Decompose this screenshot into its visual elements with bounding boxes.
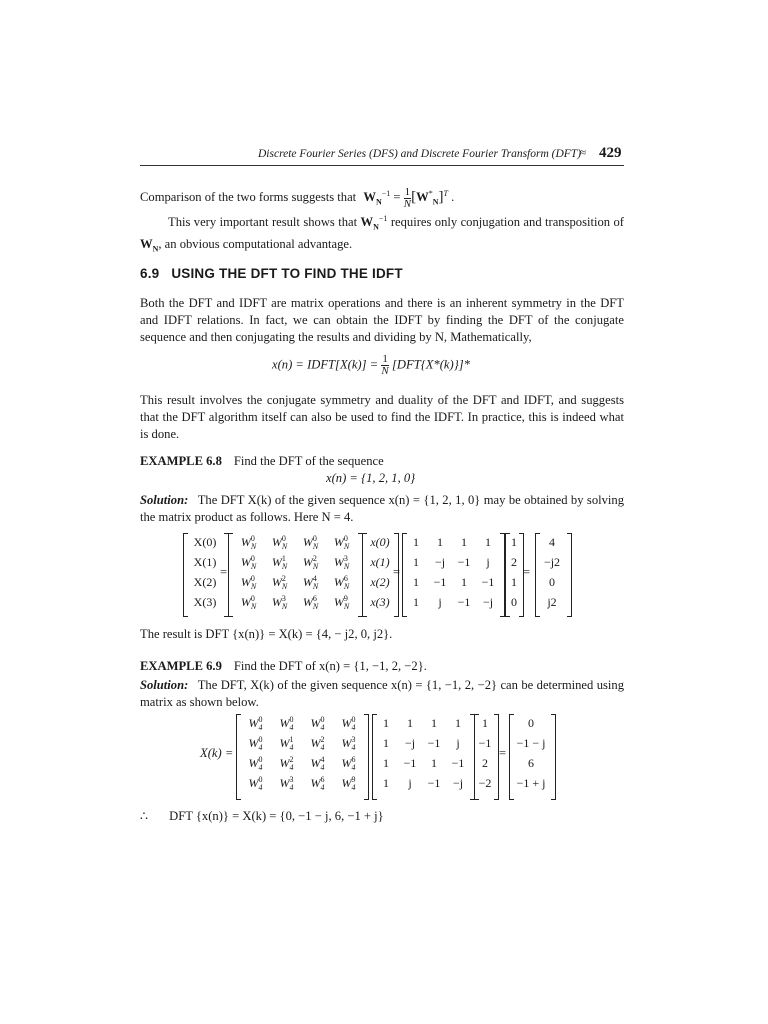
example-6-8-x-cell-2: x(2) [370, 575, 390, 589]
example-6-8-sequence: x(n) = {1, 2, 1, 0} [326, 471, 416, 485]
running-header-title: Discrete Fourier Series (DFS) and Discrete Fourier Transform (DFT) [258, 148, 582, 160]
example-6-9-twiddle-cell-r1c0: W 0 4 [248, 735, 263, 753]
example-6-8-eq1: = [220, 565, 228, 579]
example-6-9-twiddle-cell-r3c2: W 6 4 [310, 775, 325, 793]
example-6-8-input-cell-1: 2 [511, 555, 517, 569]
example-6-8-prompt: Find the DFT of the sequence [233, 454, 384, 468]
example-6-8-lhs-cell-2: X(2) [193, 575, 217, 589]
example-6-9-input-cell-2: 2 [482, 756, 488, 770]
section-number: 6.9 [140, 266, 160, 281]
example-6-9-input-cell-3: −2 [478, 776, 492, 790]
example-6-9-twiddle-cell-r0c3: W 0 4 [341, 715, 356, 733]
example-6-8-x-cell-3: x(3) [370, 595, 390, 609]
example-6-8-solution-label: Solution: [140, 493, 189, 507]
example-6-8-result: The result is DFT {x(n)} = X(k) = {4, − j2, 0, j2}. [140, 627, 393, 641]
example-6-9-input-cell-1: −1 [478, 736, 492, 750]
example-6-8-twiddle-cell-r2c1: W 2 N [271, 574, 288, 592]
example-6-8-twiddle-cell-r1c0: W 0 N [240, 554, 257, 572]
idft-formula-rhs: [DFT{X*(k)}]* [392, 357, 470, 372]
example-6-8-numeric-cell-r1c2: −1 [457, 555, 471, 569]
example-6-9-numeric-cell-r1c1: −j [404, 736, 416, 750]
example-6-9-twiddle-cell-r2c2: W 4 4 [310, 755, 325, 773]
example-6-9-numeric-cell-r0c0: 1 [383, 716, 389, 730]
example-6-8-twiddle-cell-r2c3: W 6 N [333, 574, 350, 592]
important-text-3: an obvious computational advantage. [164, 236, 353, 251]
section-paragraph-2: This result involves the conjugate symmetry and duality of the DFT and IDFT, and suggests that the DFT algorithm itself can also be used to find the IDFT. In practice, this is indeed what is done. [140, 393, 624, 441]
example-6-8-label: EXAMPLE 6.8 [140, 454, 222, 468]
example-6-8-result-cell-1: −j2 [543, 555, 561, 569]
inverse-identity-formula: $W_N^{-1}$ = $\frac{1}{N}$ $[W^*_N]^T$ . [363, 185, 455, 210]
example-6-9-twiddle-matrix [240, 716, 364, 796]
example-6-8-eq3: = [523, 565, 531, 579]
example-6-8-twiddle-cell-r0c0: W 0 N [240, 534, 257, 552]
example-6-9-solution-text: The DFT, X(k) of the given sequence x(n) = {1, −1, 2, −2} can be determined using matrix as shown below. [140, 678, 624, 709]
comparison-text: Comparison of the two forms suggests that [140, 190, 357, 205]
example-6-9-result-cell-3: −1 + j [516, 776, 546, 790]
example-6-8-numeric-cell-r0c3: 1 [485, 535, 491, 549]
example-6-9-lhs: X(k) = [200, 746, 234, 760]
example-6-9-twiddle-cell-r3c0: W 0 4 [248, 775, 263, 793]
example-6-9-input-cell-0: 1 [482, 716, 488, 730]
example-6-9-numeric-cell-r2c0: 1 [383, 756, 389, 770]
example-6-9-numeric-cell-r1c2: −1 [427, 736, 441, 750]
example-6-9-twiddle-cell-r3c3: W 9 4 [341, 775, 356, 793]
example-6-8-lhs-cell-3: X(3) [193, 595, 217, 609]
example-6-8-twiddle-cell-r1c1: W 1 N [271, 554, 288, 572]
example-6-8-solution-text: The DFT X(k) of the given sequence x(n) = {1, 2, 1, 0} may be obtained by solving the matrix product as follows. Here N = 4. [140, 493, 625, 524]
example-6-9-final [140, 808, 384, 824]
example-6-8-input-cell-0: 1 [511, 535, 517, 549]
example-6-9-prompt: Find the DFT of x(n) = {1, −1, 2, −2}. [233, 659, 427, 673]
idft-formula-lhs: x(n) = IDFT[X(k)] = [272, 357, 379, 372]
page-number: 429 [599, 145, 622, 161]
example-6-8-numeric-cell-r1c0: 1 [413, 555, 419, 569]
example-6-8-input-cell-3: 0 [511, 595, 517, 609]
example-6-9-numeric-cell-r1c0: 1 [383, 736, 389, 750]
example-6-8-twiddle-cell-r0c3: W 0 N [333, 534, 350, 552]
example-6-8-twiddle-cell-r2c0: W 0 N [240, 574, 257, 592]
example-6-9-twiddle-cell-r0c0: W 0 4 [248, 715, 263, 733]
example-6-8-numeric-cell-r1c1: −j [434, 555, 446, 569]
example-6-9-twiddle-cell-r3c1: W 3 4 [279, 775, 294, 793]
example-6-9-final-text: DFT {x(n)} = X(k) = {0, −1 − j, 6, −1 + j} [169, 809, 384, 823]
example-6-8-lhs-cell-1: X(1) [193, 555, 217, 569]
example-6-8-twiddle-cell-r0c1: W 0 N [271, 534, 288, 552]
example-6-9-numeric-cell-r2c2: 1 [431, 756, 437, 770]
example-6-8-twiddle-cell-r3c1: W 3 N [271, 594, 288, 612]
example-6-8-twiddle-cell-r0c2: W 0 N [302, 534, 319, 552]
example-6-8-numeric-cell-r0c2: 1 [461, 535, 467, 549]
example-6-9-result-cell-2: 6 [528, 756, 534, 770]
example-6-8-numeric-cell-r0c0: 1 [413, 535, 419, 549]
example-6-8-x-cell-1: x(1) [370, 555, 390, 569]
example-6-9-input-vector [476, 716, 494, 796]
example-6-9-numeric-cell-r3c0: 1 [383, 776, 389, 790]
therefore-symbol: ∴ [140, 809, 149, 823]
example-6-8-result-cell-2: 0 [549, 575, 555, 589]
example-6-8-numeric-cell-r3c1: j [438, 595, 442, 609]
example-6-8-numeric-cell-r3c3: −j [482, 595, 494, 609]
example-6-9-numeric-cell-r0c2: 1 [431, 716, 437, 730]
example-6-9-numeric-cell-r3c3: −j [452, 776, 464, 790]
example-6-8-twiddle-cell-r3c3: W 9 N [333, 594, 350, 612]
example-6-9-numeric-cell-r3c2: −1 [427, 776, 441, 790]
example-6-9-twiddle-cell-r2c3: W 6 4 [341, 755, 356, 773]
example-6-9-numeric-cell-r2c1: −1 [403, 756, 417, 770]
section-paragraph-1: Both the DFT and IDFT are matrix operations and there is an inherent symmetry in the DFT and IDFT relations. In fact, we can obtain the IDFT by finding the DFT of the conjugate sequence and then conjugating the results and dividing by N, Mathematically, [140, 296, 624, 344]
example-6-9-numeric-cell-r3c1: j [408, 776, 412, 790]
example-6-8-numeric-cell-r3c2: −1 [457, 595, 471, 609]
example-6-9-twiddle-cell-r0c1: W 0 4 [279, 715, 294, 733]
book-logo-icon: ≈ [580, 147, 587, 159]
example-6-8-twiddle-cell-r2c2: W 4 N [302, 574, 319, 592]
example-6-8-lhs-cell-0: X(0) [193, 535, 217, 549]
example-6-8-numeric-cell-r0c1: 1 [437, 535, 443, 549]
example-6-9-result-cell-1: −1 − j [516, 736, 546, 750]
example-6-8-numeric-cell-r1c3: j [486, 555, 490, 569]
important-text-2: requires only conjugation and transposition [390, 215, 611, 230]
idft-formula: x(n) = IDFT[X(k)] = $\frac{1}{N}$ [DFT{X*(k)}]* [272, 353, 470, 377]
example-6-9-result-cell-0: 0 [528, 716, 534, 730]
example-6-9-numeric-cell-r2c3: −1 [451, 756, 465, 770]
example-6-8-result-cell-3: j2 [547, 595, 557, 609]
example-6-9-twiddle-cell-r2c0: W 0 4 [248, 755, 263, 773]
example-6-9-numeric-cell-r0c1: 1 [407, 716, 413, 730]
example-6-9-twiddle-cell-r1c1: W 1 4 [279, 735, 294, 753]
example-6-8-x-cell-0: x(0) [370, 535, 390, 549]
important-text: This very important result shows that [168, 215, 358, 230]
example-6-8-twiddle-cell-r3c2: W 6 N [302, 594, 319, 612]
example-6-9-twiddle-cell-r0c2: W 0 4 [310, 715, 325, 733]
example-6-9-numeric-matrix [374, 716, 470, 796]
example-6-8-input-cell-2: 1 [511, 575, 517, 589]
example-6-9-numeric-cell-r1c3: j [456, 736, 460, 750]
example-6-8-eq2: = [393, 565, 401, 579]
important-result-paragraph: This very important result shows that $W_N^{-1}$ requires only conjugation and transposition of $W_N$, an obvious computational advantage. [140, 214, 624, 254]
example-6-8-numeric-cell-r2c1: −1 [433, 575, 447, 589]
example-6-8-numeric-cell-r2c0: 1 [413, 575, 419, 589]
example-6-9-eq: = [499, 746, 507, 760]
example-6-9-numeric-cell-r0c3: 1 [455, 716, 461, 730]
example-6-9-solution-label: Solution: [140, 678, 189, 692]
example-6-8-twiddle-cell-r3c0: W 0 N [240, 594, 257, 612]
section-title: USING THE DFT TO FIND THE IDFT [171, 266, 403, 281]
example-6-9-twiddle-cell-r1c3: W 3 4 [341, 735, 356, 753]
example-6-9-label: EXAMPLE 6.9 [140, 659, 222, 673]
example-6-8-twiddle-cell-r1c3: W 3 N [333, 554, 350, 572]
example-6-9-result-vector [511, 716, 551, 796]
example-6-9-twiddle-cell-r1c2: W 2 4 [310, 735, 325, 753]
example-6-8-twiddle-cell-r1c2: W 2 N [302, 554, 319, 572]
example-6-8-numeric-cell-r2c3: −1 [481, 575, 495, 589]
example-6-8-numeric-cell-r2c2: 1 [461, 575, 467, 589]
example-6-8-result-cell-0: 4 [549, 535, 555, 549]
example-6-9-twiddle-cell-r2c1: W 2 4 [279, 755, 294, 773]
example-6-8-numeric-cell-r3c0: 1 [413, 595, 419, 609]
